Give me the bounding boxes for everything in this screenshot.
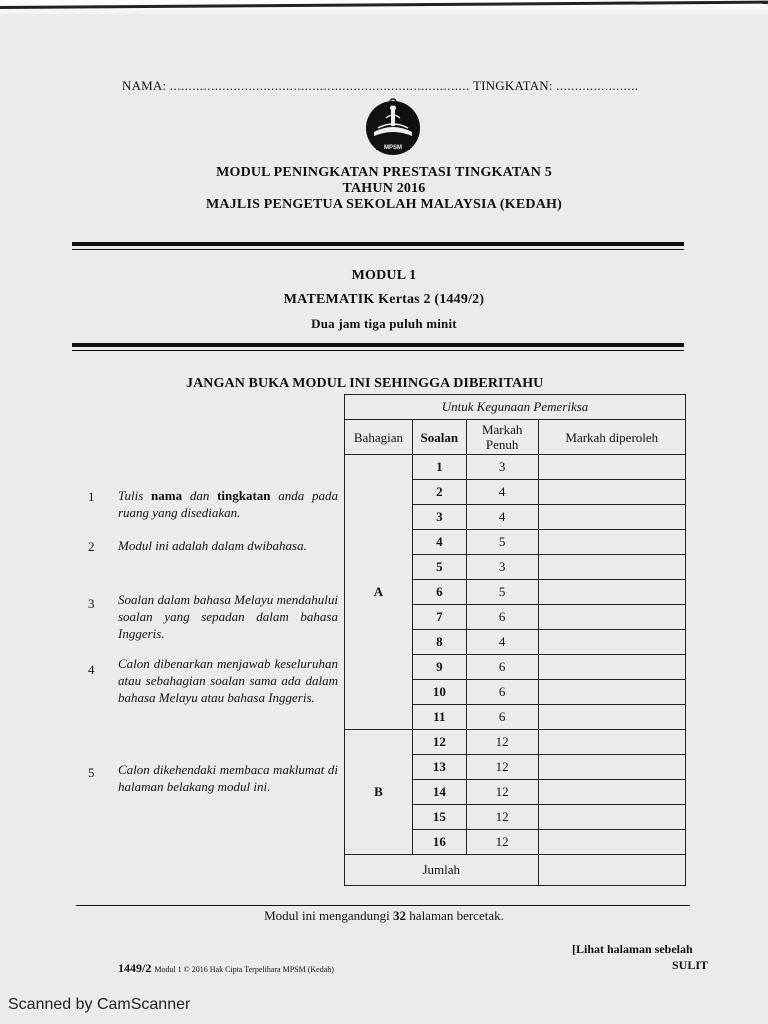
header-bahagian: Bahagian — [345, 420, 413, 455]
full-marks: 4 — [466, 505, 538, 530]
obtained-marks-cell[interactable] — [538, 530, 685, 555]
obtained-marks-cell[interactable] — [538, 730, 685, 755]
copyright-text: Modul 1 © 2016 Hak Cipta Terpelihara MPSM (Kedah) — [154, 965, 334, 974]
question-number: 12 — [412, 730, 466, 755]
rule-mid-thin — [72, 350, 684, 351]
full-marks: 5 — [466, 580, 538, 605]
question-number: 13 — [412, 755, 466, 780]
obtained-marks-cell[interactable] — [538, 705, 685, 730]
classification-label: SULIT — [672, 958, 709, 972]
instruction-number: 3 — [88, 596, 95, 611]
question-number: 15 — [412, 805, 466, 830]
question-number: 1 — [412, 455, 466, 480]
header-markah-penuh-line2: Penuh — [485, 437, 519, 452]
footer-rule — [76, 905, 690, 906]
question-number: 7 — [412, 605, 466, 630]
instruction-4: Calon dibenarkan menjawab keseluruhan atau sebahagian soalan sama ada dalam bahasa Melayu atau bahasa Inggeris. — [118, 656, 338, 705]
obtained-marks-cell[interactable] — [538, 580, 685, 605]
nama-dots: ................................................................................ — [169, 78, 470, 93]
tingkatan-dots: ...................... — [556, 78, 639, 93]
full-marks: 12 — [466, 805, 538, 830]
total-obtained-cell[interactable] — [538, 855, 685, 886]
question-number: 4 — [412, 530, 466, 555]
instruction-number: 2 — [88, 539, 95, 554]
question-number: 16 — [412, 830, 466, 855]
header-line-1: MODUL PENINGKATAN PRESTASI TINGKATAN 5 — [216, 165, 552, 180]
full-marks: 12 — [466, 830, 538, 855]
nama-label: NAMA: — [122, 78, 167, 93]
obtained-marks-cell[interactable] — [538, 505, 685, 530]
name-form-row — [122, 78, 662, 94]
module-subject: MATEMATIK Kertas 2 (1449/2) — [283, 292, 485, 307]
question-number: 11 — [412, 705, 466, 730]
question-number: 6 — [412, 580, 466, 605]
obtained-marks-cell[interactable] — [538, 605, 685, 630]
table-caption: Untuk Kegunaan Pemeriksa — [345, 395, 686, 420]
obtained-marks-cell[interactable] — [538, 455, 685, 480]
paper-code: 1449/2 — [118, 961, 152, 975]
header-soalan: Soalan — [412, 420, 466, 455]
full-marks: 12 — [466, 755, 538, 780]
full-marks: 6 — [466, 705, 538, 730]
instruction-number: 4 — [88, 662, 95, 677]
instruction-3: Soalan dalam bahasa Melayu mendahului soalan yang sepadan dalam bahasa Inggeris. — [118, 592, 338, 641]
full-marks: 3 — [466, 455, 538, 480]
obtained-marks-cell[interactable] — [538, 780, 685, 805]
do-not-open-warning: JANGAN BUKA MODUL INI SEHINGGA DIBERITAHU — [186, 376, 544, 391]
table-row — [345, 455, 686, 480]
question-number: 2 — [412, 480, 466, 505]
full-marks: 4 — [466, 480, 538, 505]
mpsm-logo — [362, 98, 424, 156]
module-title: MODUL 1 — [351, 268, 417, 283]
full-marks: 5 — [466, 530, 538, 555]
rule-mid-thick — [72, 343, 684, 347]
obtained-marks-cell[interactable] — [538, 680, 685, 705]
page-count-note: Modul ini mengandungi 32 halaman bercetak. — [264, 908, 504, 923]
page-count: 32 — [393, 908, 407, 923]
scanner-watermark: Scanned by CamScanner — [8, 996, 191, 1013]
obtained-marks-cell[interactable] — [538, 805, 685, 830]
instruction-5: Calon dikehendaki membaca maklumat di halaman belakang modul ini. — [118, 762, 338, 794]
instruction-number: 1 — [88, 489, 95, 504]
question-number: 14 — [412, 780, 466, 805]
full-marks: 3 — [466, 555, 538, 580]
total-label: Jumlah — [345, 855, 539, 886]
obtained-marks-cell[interactable] — [538, 555, 685, 580]
question-number: 8 — [412, 630, 466, 655]
full-marks: 6 — [466, 605, 538, 630]
full-marks: 6 — [466, 680, 538, 705]
obtained-marks-cell[interactable] — [538, 630, 685, 655]
full-marks: 6 — [466, 655, 538, 680]
table-total-row — [345, 855, 686, 886]
table-header-row — [345, 420, 686, 455]
instruction-1: Tulis nama dan tingkatan anda pada ruang yang disediakan. — [118, 488, 338, 520]
obtained-marks-cell[interactable] — [538, 655, 685, 680]
question-number: 3 — [412, 505, 466, 530]
header-markah-penuh — [466, 420, 538, 455]
table-row — [345, 730, 686, 755]
next-page-note: [Lihat halaman sebelah — [572, 942, 693, 956]
section-a-cell: A — [345, 455, 413, 730]
full-marks: 4 — [466, 630, 538, 655]
logo-text: MPSM — [384, 145, 402, 151]
section-b-cell: B — [345, 730, 413, 855]
obtained-marks-cell[interactable] — [538, 755, 685, 780]
module-duration: Dua jam tiga puluh minit — [311, 316, 457, 331]
full-marks: 12 — [466, 730, 538, 755]
header-line-3: MAJLIS PENGETUA SEKOLAH MALAYSIA (KEDAH) — [206, 197, 562, 212]
header-markah-diperoleh: Markah diperoleh — [538, 420, 685, 455]
rule-top-thin — [72, 249, 684, 250]
question-number: 10 — [412, 680, 466, 705]
rule-top-thick — [72, 242, 684, 246]
question-number: 5 — [412, 555, 466, 580]
instruction-2: Modul ini adalah dalam dwibahasa. — [118, 538, 307, 553]
tingkatan-label: TINGKATAN: — [473, 78, 553, 93]
examiner-marks-table — [344, 394, 686, 886]
footer-code — [118, 961, 334, 976]
header-line-2: TAHUN 2016 — [342, 181, 426, 196]
instruction-number: 5 — [88, 765, 95, 780]
header-markah-penuh-line1: Markah — [481, 422, 523, 437]
obtained-marks-cell[interactable] — [538, 480, 685, 505]
question-number: 9 — [412, 655, 466, 680]
obtained-marks-cell[interactable] — [538, 830, 685, 855]
full-marks: 12 — [466, 780, 538, 805]
